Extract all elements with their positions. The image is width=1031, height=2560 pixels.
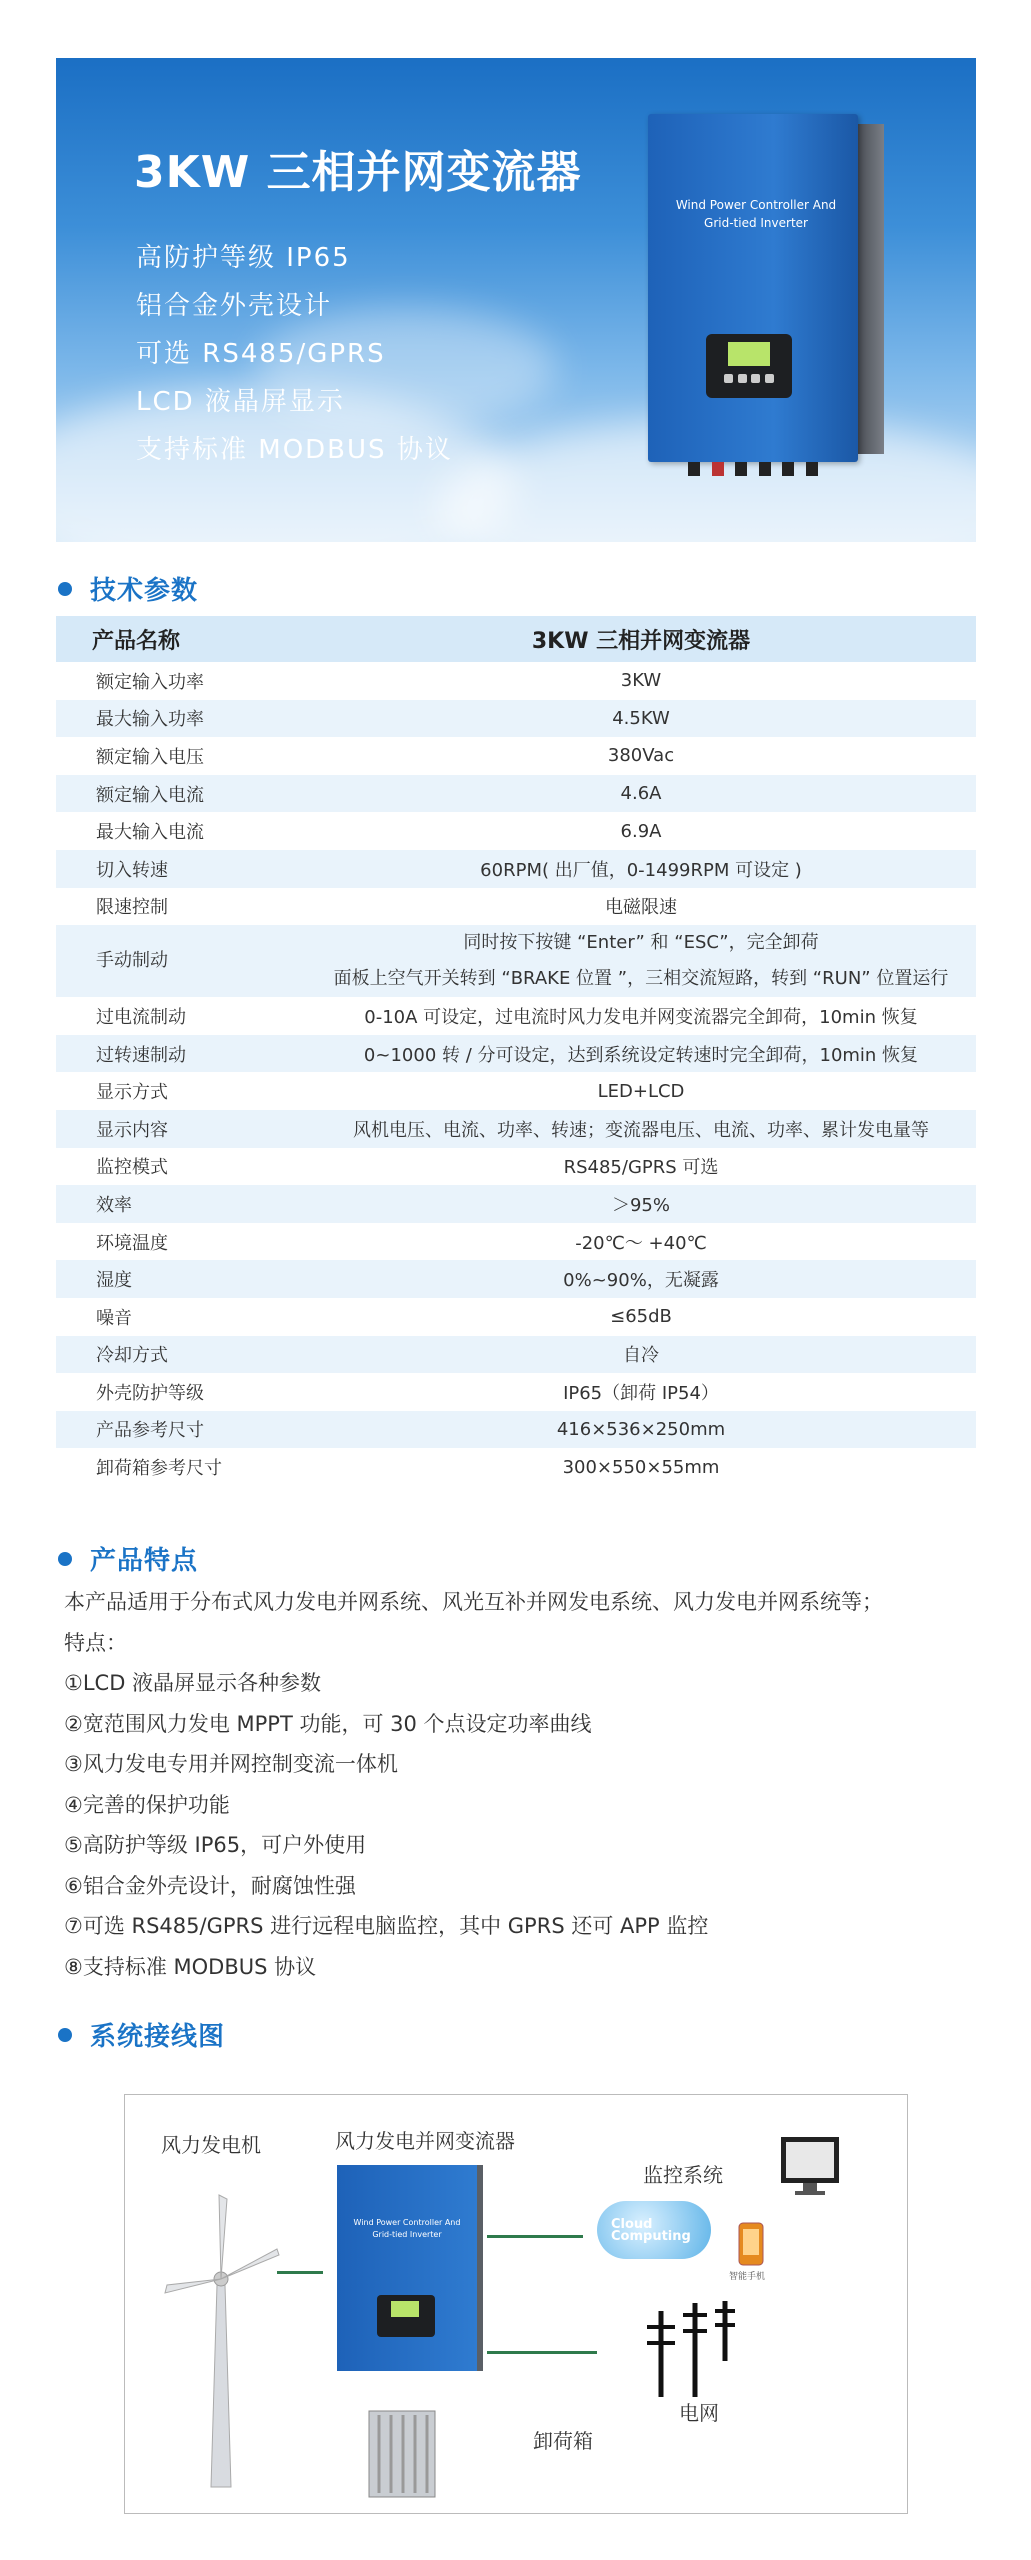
bullet-dot-icon [58,582,72,596]
header-value: 3KW 三相并网变流器 [306,616,976,662]
table-row: 监控模式 RS485/GPRS 可选 [96,1157,719,1179]
table-row: 手动制动 同时按下按键 “Enter” 和 “ESC”，完全卸荷 面板上空气开关转到 “BRAKE 位置 ”，三相交流短路，转到 “RUN” 位置运行 [56,925,976,997]
banner-feature: 支持标准 MODBUS 协议 [136,435,453,465]
header-key: 产品名称 [56,616,306,662]
feature-line: ②宽范围风力发电 MPPT 功能，可 30 个点设定功率曲线 [64,1711,592,1736]
feature-line: ①LCD 液晶屏显示各种参数 [64,1671,322,1695]
table-row: 最大输入功率 4.5KW [56,700,976,738]
feature-line: ⑥铝合金外壳设计，耐腐蚀性强 [64,1873,356,1898]
wiring-diagram [124,2094,908,2514]
table-row: 卸荷箱参考尺寸 300×550×55mm [96,1456,720,1480]
features-section-heading: 产品特点 [58,1540,198,1577]
table-row: 过转速制动 0~1000 转 / 分可设定，达到系统设定转速时完全卸荷，10min 恢复 [56,1035,976,1073]
banner-title: 3KW 三相并网变流器 [134,147,582,198]
banner-feature: LCD 液晶屏显示 [136,387,345,417]
monitor-label: 监控系统 [643,2163,723,2187]
table-row: 额定输入电压 380Vac [96,745,675,768]
table-row: 限速控制 电磁限速 [96,897,677,919]
lcd-display-icon [706,334,792,398]
banner-feature: 高防护等级 IP65 [136,243,351,273]
cell-line: 同时按下按键 “Enter” 和 “ESC”，完全卸荷 [463,932,819,954]
feature-line: ⑧支持标准 MODBUS 协议 [64,1954,317,1979]
inverter-connectors [688,462,818,476]
grid-label: 电网 [679,2401,719,2425]
feature-line: 本产品适用于分布式风力发电并网系统、风光互补并网发电系统、风力发电并网系统等； [64,1590,883,1614]
turbine-to-inverter-line [277,2271,323,2274]
table-row: 噪音 ≤65dB [96,1306,672,1329]
cloud-computing-icon: Cloud Computing [597,2201,711,2259]
power-grid-icon [639,2301,749,2397]
diagram-section-heading: 系统接线图 [58,2016,225,2053]
smartphone-label: 智能手机 [729,2272,766,2282]
table-row: 湿度 0%~90%，无凝露 [56,1260,976,1298]
banner-feature: 铝合金外壳设计 [136,291,333,321]
table-row: 冷却方式 自冷 [56,1336,976,1374]
computer-monitor-icon [779,2135,843,2199]
table-row: 外壳防护等级 IP65（卸荷 IP54） [96,1382,719,1404]
inverter-product-image [648,114,884,462]
feature-line: ③风力发电专用并网控制变流一体机 [64,1752,398,1776]
inverter-to-monitor-line [487,2235,583,2238]
hero-banner [56,58,976,542]
turbine-label: 风力发电机 [161,2133,261,2157]
inverter-label: 风力发电并网变流器 [335,2129,515,2153]
table-row: 过电流制动 0-10A 可设定，过电流时风力发电并网变流器完全卸荷，10min 恢复 [96,1006,918,1028]
table-row: 效率 ＞95% [56,1185,976,1223]
table-row: 切入转速 60RPM( 出厂值，0-1499RPM 可设定 ) [56,850,976,888]
feature-line: ④完善的保护功能 [64,1792,230,1817]
bullet-dot-icon [58,2028,72,2042]
banner-feature-list [136,234,453,474]
table-header-row [56,616,976,662]
table-row: 显示方式 LED+LCD [96,1080,685,1104]
inverter-diagram-icon: Wind Power Controller And Grid-tied Inverter [337,2165,477,2371]
feature-line: 特点： [64,1630,127,1655]
inverter-label: Wind Power Controller And Grid-tied Inverter [675,198,837,230]
smartphone-icon [737,2221,767,2269]
inverter-to-grid-line [487,2351,597,2354]
inverter-front-panel [648,114,858,462]
bullet-dot-icon [58,1552,72,1566]
table-row: 额定输入电流 4.6A [56,775,976,813]
table-row: 产品参考尺寸 416×536×250mm [56,1411,976,1449]
table-row: 额定输入功率 3KW [96,670,662,693]
feature-list [64,1582,974,1987]
dump-load-label: 卸荷箱 [533,2429,593,2453]
inverter-side-panel [858,124,884,454]
feature-line: ⑦可选 RS485/GPRS 进行远程电脑监控，其中 GPRS 还可 APP 监控 [64,1914,709,1938]
table-row: 显示内容 风机电压、电流、功率、转速；变流器电压、电流、功率、累计发电量等 [56,1110,976,1148]
feature-line: ⑤高防护等级 IP65，可户外使用 [64,1833,367,1857]
spec-section-heading: 技术参数 [58,570,198,607]
cell-line: 面板上空气开关转到 “BRAKE 位置 ”，三相交流短路，转到 “RUN” 位置运行 [333,968,949,990]
banner-feature: 可选 RS485/GPRS [136,339,386,369]
table-row: 最大输入电流 6.9A [96,820,662,844]
spec-table [56,616,976,1486]
table-row: 环境温度 -20℃～ +40℃ [96,1232,707,1254]
dump-load-icon [365,2407,441,2507]
wind-turbine-icon [145,2175,295,2495]
